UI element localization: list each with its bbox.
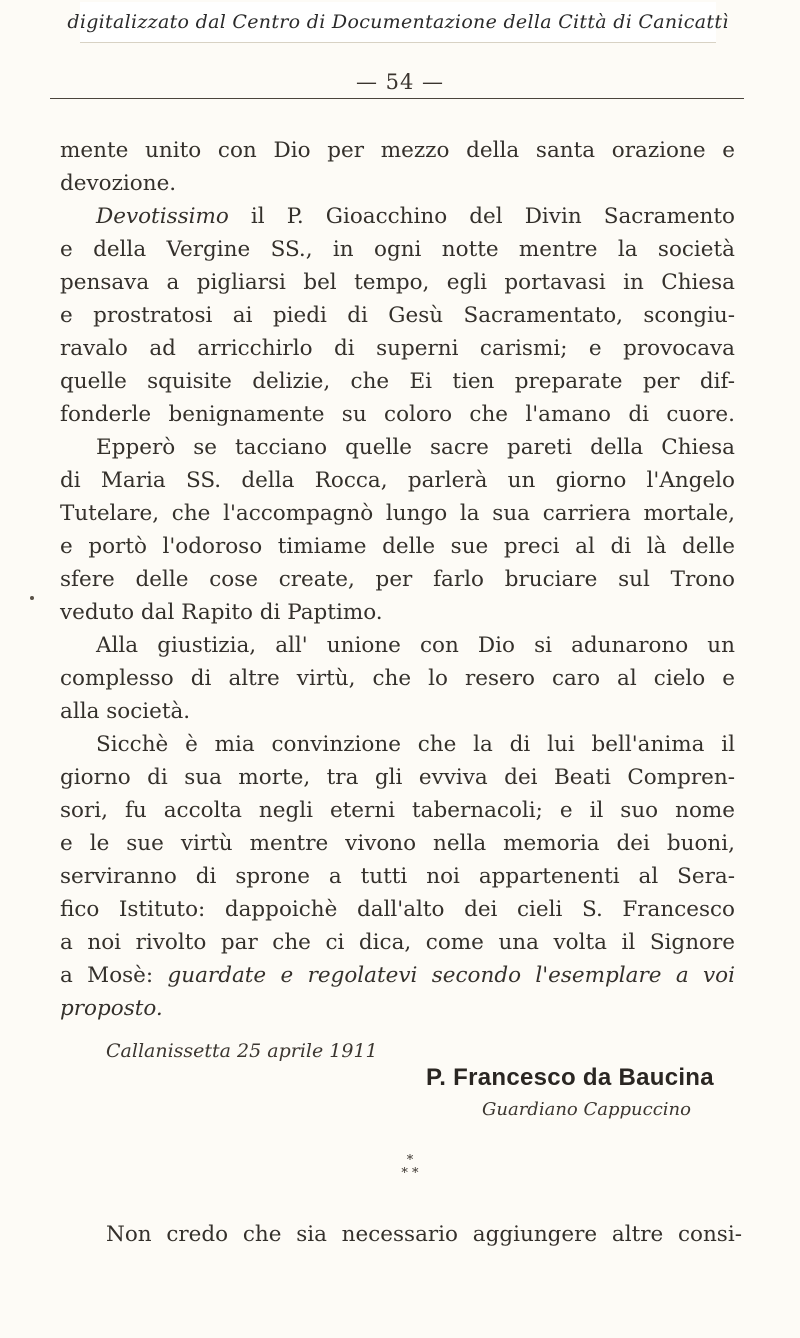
body-text bbox=[60, 134, 735, 1025]
text-line-content: veduto dal Rapito di Paptimo. bbox=[60, 600, 383, 625]
text-line-content: il P. Gioacchino del Divin Sacramento bbox=[250, 204, 735, 229]
text-line bbox=[60, 299, 735, 332]
text-line bbox=[60, 200, 735, 233]
text-line-content: sfere delle cose create, per farlo bruciare sul Trono bbox=[60, 567, 735, 592]
text-line-content: giorno di sua morte, tra gli evviva dei Beati Compren- bbox=[60, 765, 735, 790]
signature-name: P. Francesco da Baucina bbox=[426, 1064, 714, 1091]
dateline: Callanissetta 25 aprile 1911 bbox=[106, 1040, 378, 1062]
text-line bbox=[60, 794, 735, 827]
text-line-content: Tutelare, che l'accompagnò lungo la sua carriera mortale, bbox=[60, 501, 735, 526]
text-line-content: devozione. bbox=[60, 171, 177, 196]
italic-lead-word: Devotissimo bbox=[96, 204, 229, 229]
asterism-bottom: * * bbox=[401, 1166, 419, 1181]
text-line bbox=[60, 431, 735, 464]
page-number: — 54 — bbox=[355, 70, 445, 94]
text-line bbox=[60, 761, 735, 794]
text-line-content: ravalo ad arricchirlo di superni carismi; e provocava bbox=[60, 336, 735, 361]
text-line-content: a noi rivolto par che ci dica, come una volta il Signore bbox=[60, 930, 735, 955]
text-line-content: complesso di altre virtù, che lo resero caro al cielo e bbox=[60, 666, 735, 691]
text-line-content: fonderle benignamente su coloro che l'amano di cuore. bbox=[60, 402, 735, 427]
ink-speck bbox=[30, 596, 34, 600]
text-line bbox=[60, 959, 735, 992]
header-rule bbox=[50, 98, 744, 99]
text-line-content: serviranno di sprone a tutti noi appartenenti al Sera- bbox=[60, 864, 735, 889]
text-line bbox=[60, 563, 735, 596]
text-line bbox=[60, 167, 735, 200]
text-line-content: e portò l'odoroso timiame delle sue preci al di là delle bbox=[60, 534, 735, 559]
text-line bbox=[60, 365, 735, 398]
text-line-content: fico Istituto: dappoichè dall'alto dei cieli S. Francesco bbox=[60, 897, 735, 922]
text-line bbox=[60, 134, 735, 167]
text-line bbox=[60, 860, 735, 893]
asterism-top: * bbox=[406, 1153, 414, 1168]
signature-role: Guardiano Cappuccino bbox=[482, 1099, 691, 1120]
italic-phrase: proposto. bbox=[60, 996, 163, 1021]
text-line bbox=[60, 827, 735, 860]
text-line bbox=[60, 596, 735, 629]
text-line-content: e le sue virtù mentre vivono nella memoria dei buoni, bbox=[60, 831, 735, 856]
digitization-watermark: digitalizzato dal Centro di Documentazione della Città di Canicattì bbox=[67, 11, 729, 33]
text-line bbox=[60, 266, 735, 299]
text-line bbox=[60, 332, 735, 365]
text-line-content: alla società. bbox=[60, 699, 191, 724]
text-line-content: di Maria SS. della Rocca, parlerà un giorno l'Angelo bbox=[60, 468, 735, 493]
text-line bbox=[60, 893, 735, 926]
text-line bbox=[60, 992, 735, 1025]
text-line-content: Epperò se tacciano quelle sacre pareti della Chiesa bbox=[96, 435, 735, 460]
digitization-watermark-banner bbox=[67, 2, 729, 43]
text-line bbox=[60, 695, 735, 728]
text-line bbox=[60, 497, 735, 530]
text-line bbox=[60, 233, 735, 266]
text-line-content: mente unito con Dio per mezzo della santa orazione e bbox=[60, 138, 735, 163]
text-line bbox=[60, 629, 735, 662]
text-line-content: Alla giustizia, all' unione con Dio si adunarono un bbox=[96, 633, 735, 658]
text-line-content: e prostratosi ai piedi di Gesù Sacramentato, scongiu- bbox=[60, 303, 735, 328]
text-line-content: Sicchè è mia convinzione che la di lui bell'anima il bbox=[96, 732, 735, 757]
asterism-divider bbox=[390, 1154, 430, 1180]
text-line-content: quelle squisite delizie, che Ei tien preparate per dif- bbox=[60, 369, 735, 394]
text-line-content: pensava a pigliarsi bel tempo, egli portavasi in Chiesa bbox=[60, 270, 735, 295]
text-line-content: a Mosè: bbox=[60, 963, 168, 988]
text-line bbox=[60, 662, 735, 695]
text-line bbox=[60, 464, 735, 497]
text-line bbox=[60, 926, 735, 959]
text-line bbox=[60, 530, 735, 563]
text-line bbox=[60, 728, 735, 761]
text-line-content: sori, fu accolta negli eterni tabernacoli; e il suo nome bbox=[60, 798, 735, 823]
closing-line: Non credo che sia necessario aggiungere altre consi- bbox=[106, 1222, 742, 1247]
italic-phrase: guardate e regolatevi secondo l'esemplare a voi bbox=[167, 963, 735, 988]
text-line-content: e della Vergine SS., in ogni notte mentre la società bbox=[60, 237, 735, 262]
text-line bbox=[60, 398, 735, 431]
